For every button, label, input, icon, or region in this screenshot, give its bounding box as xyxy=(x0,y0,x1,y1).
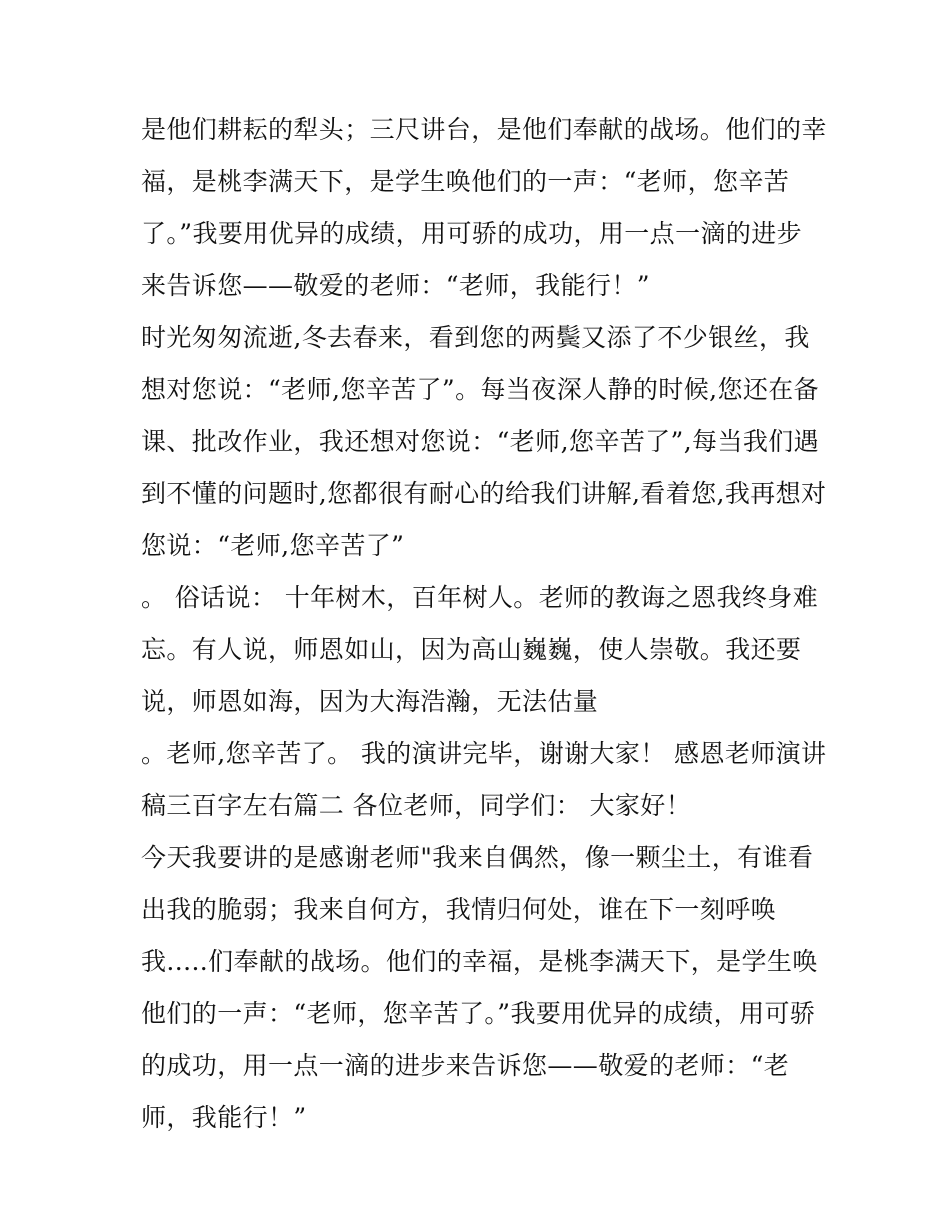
text-line: 课、批改作业，我还想对您说：“老师,您辛苦了”,每当我们遇 xyxy=(141,427,820,456)
text-line: 是他们耕耘的犁头；三尺讲台，是他们奉献的战场。他们的幸 xyxy=(141,115,827,144)
text-line: 师，我能行！” xyxy=(141,1103,307,1132)
text-line: 的成功，用一点一滴的进步来告诉您——敬爱的老师：“老 xyxy=(141,1051,790,1080)
text-line: 福，是桃李满天下，是学生唤他们的一声：“老师，您辛苦 xyxy=(141,167,790,196)
text-line: 了。”我要用优异的成绩，用可骄的成功，用一点一滴的进步 xyxy=(141,219,803,248)
text-line: 想对您说：“老师,您辛苦了”。每当夜深人静的时候,您还在备 xyxy=(141,375,820,404)
body-text xyxy=(141,104,827,1144)
text-line: 来告诉您——敬爱的老师：“老师，我能行！” xyxy=(141,271,650,300)
text-line: 稿三百字左右篇二 各位老师，同学们： 大家好！ xyxy=(141,791,692,820)
text-line: 您说：“老师,您辛苦了” xyxy=(141,531,405,560)
text-line: 说，师恩如海，因为大海浩瀚，无法估量 xyxy=(141,687,599,716)
text-line: 今天我要讲的是感谢老师"我来自偶然，像一颗尘土，有谁看 xyxy=(141,843,814,872)
text-line: 我.....们奉献的战场。他们的幸福，是桃李满天下，是学生唤 xyxy=(141,947,818,976)
text-line: 时光匆匆流逝,冬去春来，看到您的两鬓又添了不少银丝，我 xyxy=(141,323,810,352)
text-line: 他们的一声：“老师，您辛苦了。”我要用优异的成绩，用可骄 xyxy=(141,999,816,1028)
text-line: 到不懂的问题时,您都很有耐心的给我们讲解,看着您,我再想对 xyxy=(141,479,827,508)
text-line: 忘。有人说，师恩如山，因为高山巍巍，使人崇敬。我还要 xyxy=(141,635,802,664)
text-line: 出我的脆弱；我来自何方，我情归何处，谁在下一刻呼唤 xyxy=(141,895,777,924)
text-line: 。老师,您辛苦了。 我的演讲完毕，谢谢大家！ 感恩老师演讲 xyxy=(141,739,827,768)
text-line: 。 俗话说： 十年树木，百年树人。老师的教诲之恩我终身难 xyxy=(141,583,819,612)
